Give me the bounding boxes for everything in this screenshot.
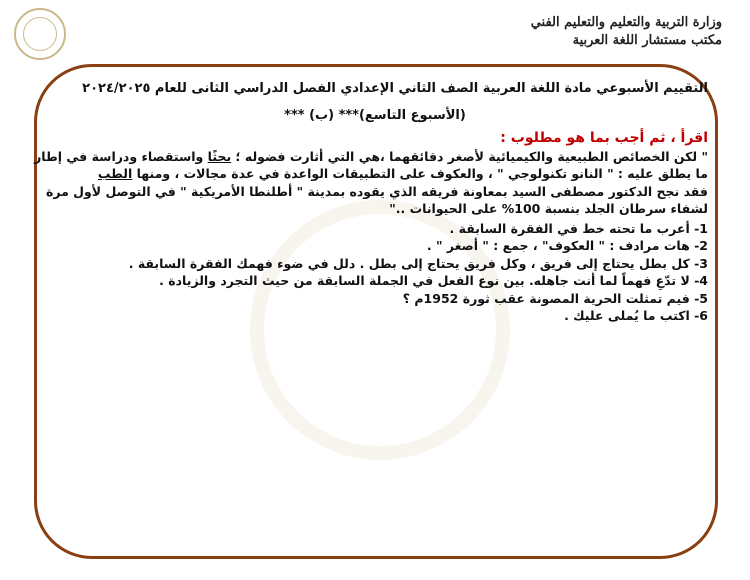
underlined-word: الطب xyxy=(97,166,133,181)
question-item: 6- اكتب ما يُملى عليك . xyxy=(564,308,708,323)
passage-line-4: لشفاء سرطان الجلد بنسبة 100% على الحيوانات .." xyxy=(389,201,708,216)
ministry-seal-logo xyxy=(14,8,66,60)
instruction-text: اقرأ ، ثم أجب بما هو مطلوب : xyxy=(500,130,708,146)
question-item: 5- فيم تمثلت الحرية المصونة عقب ثورة 1952م ؟ xyxy=(402,290,708,306)
reading-passage xyxy=(34,148,708,218)
question-item: 1- أعرب ما تحته خط في الفقرة السابقة . xyxy=(449,220,708,236)
question-item: 4- لا تدّعِ فهماً لما أنت جاهله. بين نوع الفعل في الجملة السابقة من حيث التجرد والزيادة . xyxy=(159,273,708,288)
question-item: 3- كل بطل يحتاج إلى فريق ، وكل فريق يحتاج إلى بطل . دلل في ضوء فهمك الفقرة السابقة . xyxy=(128,255,708,271)
seal-emblem xyxy=(23,17,57,51)
ministry-header xyxy=(531,14,722,50)
week-subtitle: (الأسبوع التاسع)*** (ب) *** xyxy=(284,107,466,123)
ministry-name: وزارة التربية والتعليم والتعليم الفني xyxy=(530,15,722,30)
passage-line-3: فقد نجح الدكتور مصطفى السيد بمعاونة فريقه الذي يقوده بمدينة " أطلنطا الأمريكية " في التوصل لأول مرة xyxy=(45,183,708,199)
worksheet-title: التقييم الأسبوعي مادة اللغة العربية الصف الثاني الإعدادي الفصل الدراسي الثانى للعام ٢٠٢٤/٢٠٢٥ xyxy=(82,81,708,96)
underlined-word: بحثًا xyxy=(207,148,232,164)
office-name: مكتب مستشار اللغة العربية xyxy=(572,33,722,48)
worksheet-content xyxy=(34,80,708,325)
passage-line-1: " لكن الخصائص الطبيعية والكيميائية لأصغر دقائقهما ،هي التي أثارت فضوله ؛ بحثًا واستقصاء ودراسة في إطار xyxy=(34,148,708,164)
questions-list xyxy=(42,220,708,325)
question-item: 2- هات مرادف : " العكوف" ، جمع : " أصغر " . xyxy=(426,238,708,253)
passage-line-2: ما يطلق عليه : " النانو تكنولوجي " ، والعكوف على التطبيقات الواعدة في عدة مجالات ، ومنها الطب xyxy=(97,166,708,181)
